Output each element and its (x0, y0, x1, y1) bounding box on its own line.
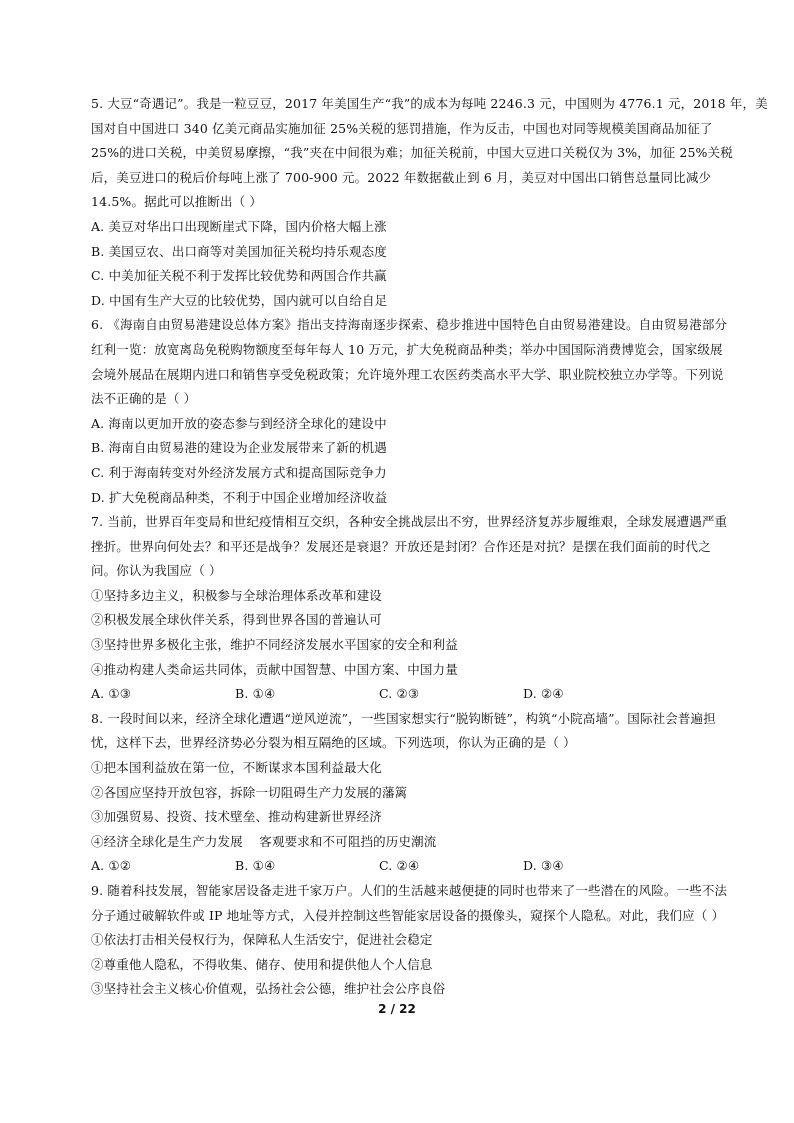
question-stem-line: 9. 随着科技发展，智能家居设备走进千家万户。人们的生活越来越便捷的同时也带来了一些潜在的风险。一些不法 (91, 883, 728, 898)
choice-b: B. ①④ (235, 686, 276, 702)
question-stem-line: 会境外展品在展期内进口和销售享受免税政策；允许境外理工农医药类高水平大学、职业院校独立办学等。下列说 (91, 366, 724, 382)
statement-item: ③坚持世界多极化主张，维护不同经济发展水平国家的安全和利益 (91, 637, 458, 653)
question-7 (91, 510, 728, 707)
question-stem-line: 挫折。世界向何处去？和平还是战争？发展还是衰退？开放还是封闭？合作还是对抗？是摆在我们面前的时代之 (91, 538, 711, 554)
statement-item: ①依法打击相关侵权行为，保障私人生活安宁，促进社会稳定 (91, 932, 433, 948)
question-stem-line: 法不正确的是（ ） (91, 391, 197, 407)
page-number: 2 / 22 (378, 1002, 416, 1016)
question-stem-line: 问。你认为我国应（ ） (91, 563, 222, 579)
option-b: B. 美国豆农、出口商等对美国加征关税均持乐观态度 (91, 243, 387, 259)
question-stem-line: 国对自中国进口 340 亿美元商品实施加征 25%关税的惩罚措施，作为反击，中国也对同等规模美国商品加征了 (91, 120, 713, 136)
question-9 (91, 879, 728, 1002)
statement-item: ④推动构建人类命运共同体，贡献中国智慧、中国方案、中国力量 (91, 661, 458, 677)
statement-item: ①把本国利益放在第一位，不断谋求本国利益最大化 (91, 760, 382, 776)
question-stem-line: 5. 大豆“奇遇记”。我是一粒豆豆，2017 年美国生产“我”的成本为每吨 2246.3 元，中国则为 4776.1 元，2018 年，美 (91, 96, 768, 111)
option-d: D. 中国有生产大豆的比较优势，国内就可以自给自足 (91, 292, 388, 308)
statement-item: ③坚持社会主义核心价值观，弘扬社会公德，维护社会公序良俗 (91, 981, 446, 997)
option-b: B. 海南自由贸易港的建设为企业发展带来了新的机遇 (91, 440, 387, 456)
choice-d: D. ③④ (523, 858, 564, 874)
choice-c: C. ②④ (379, 858, 420, 874)
choice-a: A. ①③ (91, 686, 132, 702)
statement-item: ②尊重他人隐私，不得收集、储存、使用和提供他人个人信息 (91, 956, 433, 972)
question-stem-line: 7. 当前，世界百年变局和世纪疫情相互交织，各种安全挑战层出不穷，世界经济复苏步履维艰，全球发展遭遇严重 (91, 514, 728, 530)
question-6 (91, 313, 728, 510)
answer-choices (91, 682, 713, 707)
option-a: A. 美豆对华出口出现断崖式下降，国内价格大幅上涨 (91, 218, 387, 234)
choice-a: A. ①② (91, 858, 132, 874)
option-d: D. 扩大免税商品种类，不利于中国企业增加经济收益 (91, 489, 388, 505)
statement-item: ①坚持多边主义，积极参与全球治理体系改革和建设 (91, 587, 382, 603)
question-stem-line: 后，美豆进口的税后价每吨上涨了 700-900 元。2022 年数据截止到 6 月，美豆对中国出口销售总量同比减少 (91, 169, 712, 185)
choice-c: C. ②③ (379, 686, 420, 702)
question-stem-line: 分子通过破解软件或 IP 地址等方式，入侵并控制这些智能家居设备的摄像头，窥探个人隐私。对此，我们应（ ） (91, 907, 725, 923)
document-body (91, 92, 768, 1002)
option-c: C. 利于海南转变对外经济发展方式和提高国际竞争力 (91, 464, 387, 480)
question-stem-line: 14.5%。据此可以推断出（ ） (91, 194, 263, 210)
statement-item: ②积极发展全球伙伴关系，得到世界各国的普遍认可 (91, 612, 382, 628)
option-c: C. 中美加征关税不利于发挥比较优势和两国合作共赢 (91, 268, 387, 284)
option-a: A. 海南以更加开放的姿态参与到经济全球化的建设中 (91, 415, 387, 431)
question-stem-line: 8. 一段时间以来，经济全球化遭遇“逆风逆流”，一些国家想实行“脱钩断链”，构筑“小院高墙”。国际社会普遍担 (91, 710, 716, 726)
choice-b: B. ①④ (235, 858, 276, 874)
question-8 (91, 707, 716, 879)
answer-choices (91, 854, 713, 879)
question-stem-line: 忧，这样下去，世界经济势必分裂为相互隔绝的区域。下列选项，你认为正确的是（ ） (91, 735, 576, 751)
statement-item: ③加强贸易、投资、技术壁垒、推动构建新世界经济 (91, 809, 382, 825)
question-stem-line: 25%的进口关税，中美贸易摩擦，“我”夹在中间很为难；加征关税前，中国大豆进口关税仅为 3%，加征 25%关税 (91, 145, 733, 161)
statement-item: ④经济全球化是生产力发展 客观要求和不可阻挡的历史潮流 (91, 833, 437, 849)
choice-d: D. ②④ (523, 686, 564, 702)
question-stem-line: 6. 《海南自由贸易港建设总体方案》指出支持海南逐步探索、稳步推进中国特色自由贸易港建设。自由贸易港部分 (91, 317, 728, 333)
statement-item: ②各国应坚持开放包容，拆除一切阻碍生产力发展的藩篱 (91, 784, 408, 800)
question-5 (91, 92, 768, 313)
question-stem-line: 红利一览：放宽离岛免税购物额度至每年每人 10 万元，扩大免税商品种类；举办中国国际消费博览会，国家级展 (91, 341, 723, 357)
